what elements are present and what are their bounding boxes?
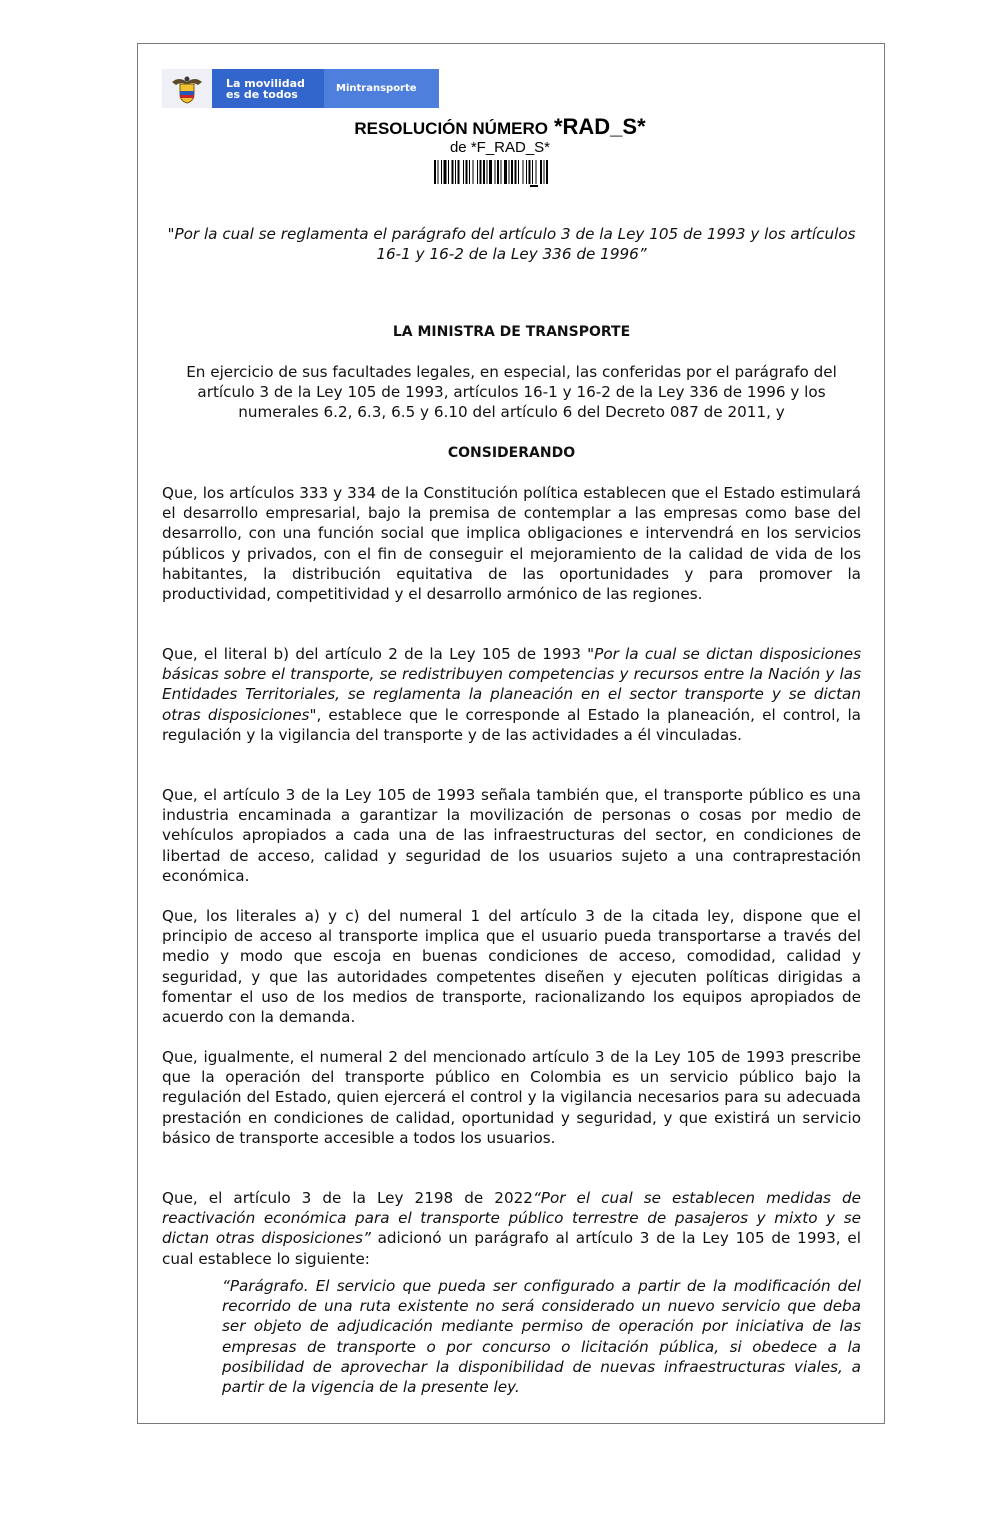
resolution-date: de *F_RAD_S*: [449, 139, 551, 156]
paragraph-3: Que, el artículo 3 de la Ley 105 de 1993 señala también que, el transporte público es una industria encaminada a garantizar la movilización de personas o cosas por medio de vehículos apropiados a cada una de las infraestructuras del sector, en condiciones de libertad de acceso, calidad y seguridad de los usuarios sujeto a una contraprestación económica.: [162, 786, 861, 885]
resolution-label: RESOLUCIÓN NÚMERO: [354, 119, 548, 138]
considerando-heading: CONSIDERANDO: [447, 445, 576, 461]
logo-slogan: [212, 69, 324, 108]
faculties-paragraph: En ejercicio de sus facultades legales, en especial, las conferidas por el parágrafo del artículo 3 de la Ley 105 de 1993, artículos 16-1 y 16-2 de la Ley 336 de 1996 y los numerales 6.2, 6.3, 6.5 y 6.10 del artículo 6 del Decreto 087 de 2011, y: [186, 363, 837, 422]
ministry-logo: [162, 69, 439, 108]
paragraph-6-law-title: “Por el cual se establecen medidas de reactivación económica para el transporte público terrestre de pasajeros y mixto y se dictan otras disposiciones”: [162, 1189, 861, 1248]
paragraph-6-text-b: adicionó un parágrafo al artículo 3 de la Ley 105 de 1993, el cual establece lo siguiente:: [162, 1229, 861, 1268]
paragraph-5: Que, igualmente, el numeral 2 del mencionado artículo 3 de la Ley 105 de 1993 prescribe que la operación del transporte público en Colombia es un servicio público bajo la regulación del Estado, quien ejercerá el control y la vigilancia necesarios para su adecuada prestación en condiciones de calidad, oportunidad y seguridad, y que existirá un servicio básico de transporte accesible a todos los usuarios.: [162, 1048, 861, 1147]
authority-heading: LA MINISTRA DE TRANSPORTE: [392, 324, 631, 340]
paragraph-2: [162, 644, 861, 745]
logo-ministry-name: Mintransporte: [324, 69, 439, 108]
barcode: [434, 160, 587, 188]
resolution-title: "Por la cual se reglamenta el parágrafo del artículo 3 de la Ley 105 de 1993 y los artículos 16-1 y 16-2 de la Ley 336 de 1996”: [167, 225, 856, 264]
paragraph-6-text-a: Que, el artículo 3 de la Ley 2198 de 2022: [162, 1189, 533, 1207]
resolution-placeholder: *RAD_S*: [553, 114, 646, 139]
paragraph-2-text-b: , establece que le corresponde al Estado la planeación, el control, la regulación y la vigilancia del transporte y de las actividades a él vinculadas.: [162, 705, 861, 744]
paragraph-6: [162, 1188, 861, 1269]
paragraph-2-law-title: "Por la cual se dictan disposiciones básicas sobre el transporte, se redistribuyen competencias y recursos entre la Nación y las Entidades Territoriales, se reglamenta la planeación en el sector transporte y se dictan otras disposiciones": [162, 645, 861, 724]
logo-line-2: es de todos: [226, 87, 298, 101]
resolution-number: [0, 114, 1000, 140]
quoted-paragraph: “Parágrafo. El servicio que pueda ser configurado a partir de la modificación del recorrido de una ruta existente no será considerado un nuevo servicio que deba ser objeto de adjudicación mediante permiso de operación por iniciativa de las empresas de transporte o por concurso o licitación pública, si obedece a la posibilidad de aprovechar la disponibilidad de nuevas infraestructuras viales, a partir de la vigencia de la presente ley.: [222, 1277, 861, 1397]
paragraph-4: Que, los literales a) y c) del numeral 1 del artículo 3 de la citada ley, dispone que el principio de acceso al transporte implica que el usuario pueda transportarse a través del medio y modo que escoja en buenas condiciones de acceso, comodidad, calidad y seguridad, y que las autoridades competentes diseñen y ejecuten políticas dirigidas a fomentar el uso de los medios de transporte, racionalizando los equipos apropiados de acuerdo con la demanda.: [162, 907, 861, 1027]
paragraph-2-text-a: Que, el literal b) del artículo 2 de la Ley 105 de 1993: [162, 645, 588, 663]
logo-line-1: La movilidad: [226, 76, 305, 90]
paragraph-1: Que, los artículos 333 y 334 de la Constitución política establecen que el Estado estimulará el desarrollo empresarial, bajo la premisa de contemplar a las empresas como base del desarrollo, con una función social que implica obligaciones e intervendrá en los servicios públicos y privados, con el fin de conseguir el mejoramiento de la calidad de vida de los habitantes, la distribución equitativa de las oportunidades y para promover la productividad, competitividad y el desarrollo armónico de las regiones.: [162, 484, 861, 604]
coat-of-arms-icon: [162, 69, 212, 108]
